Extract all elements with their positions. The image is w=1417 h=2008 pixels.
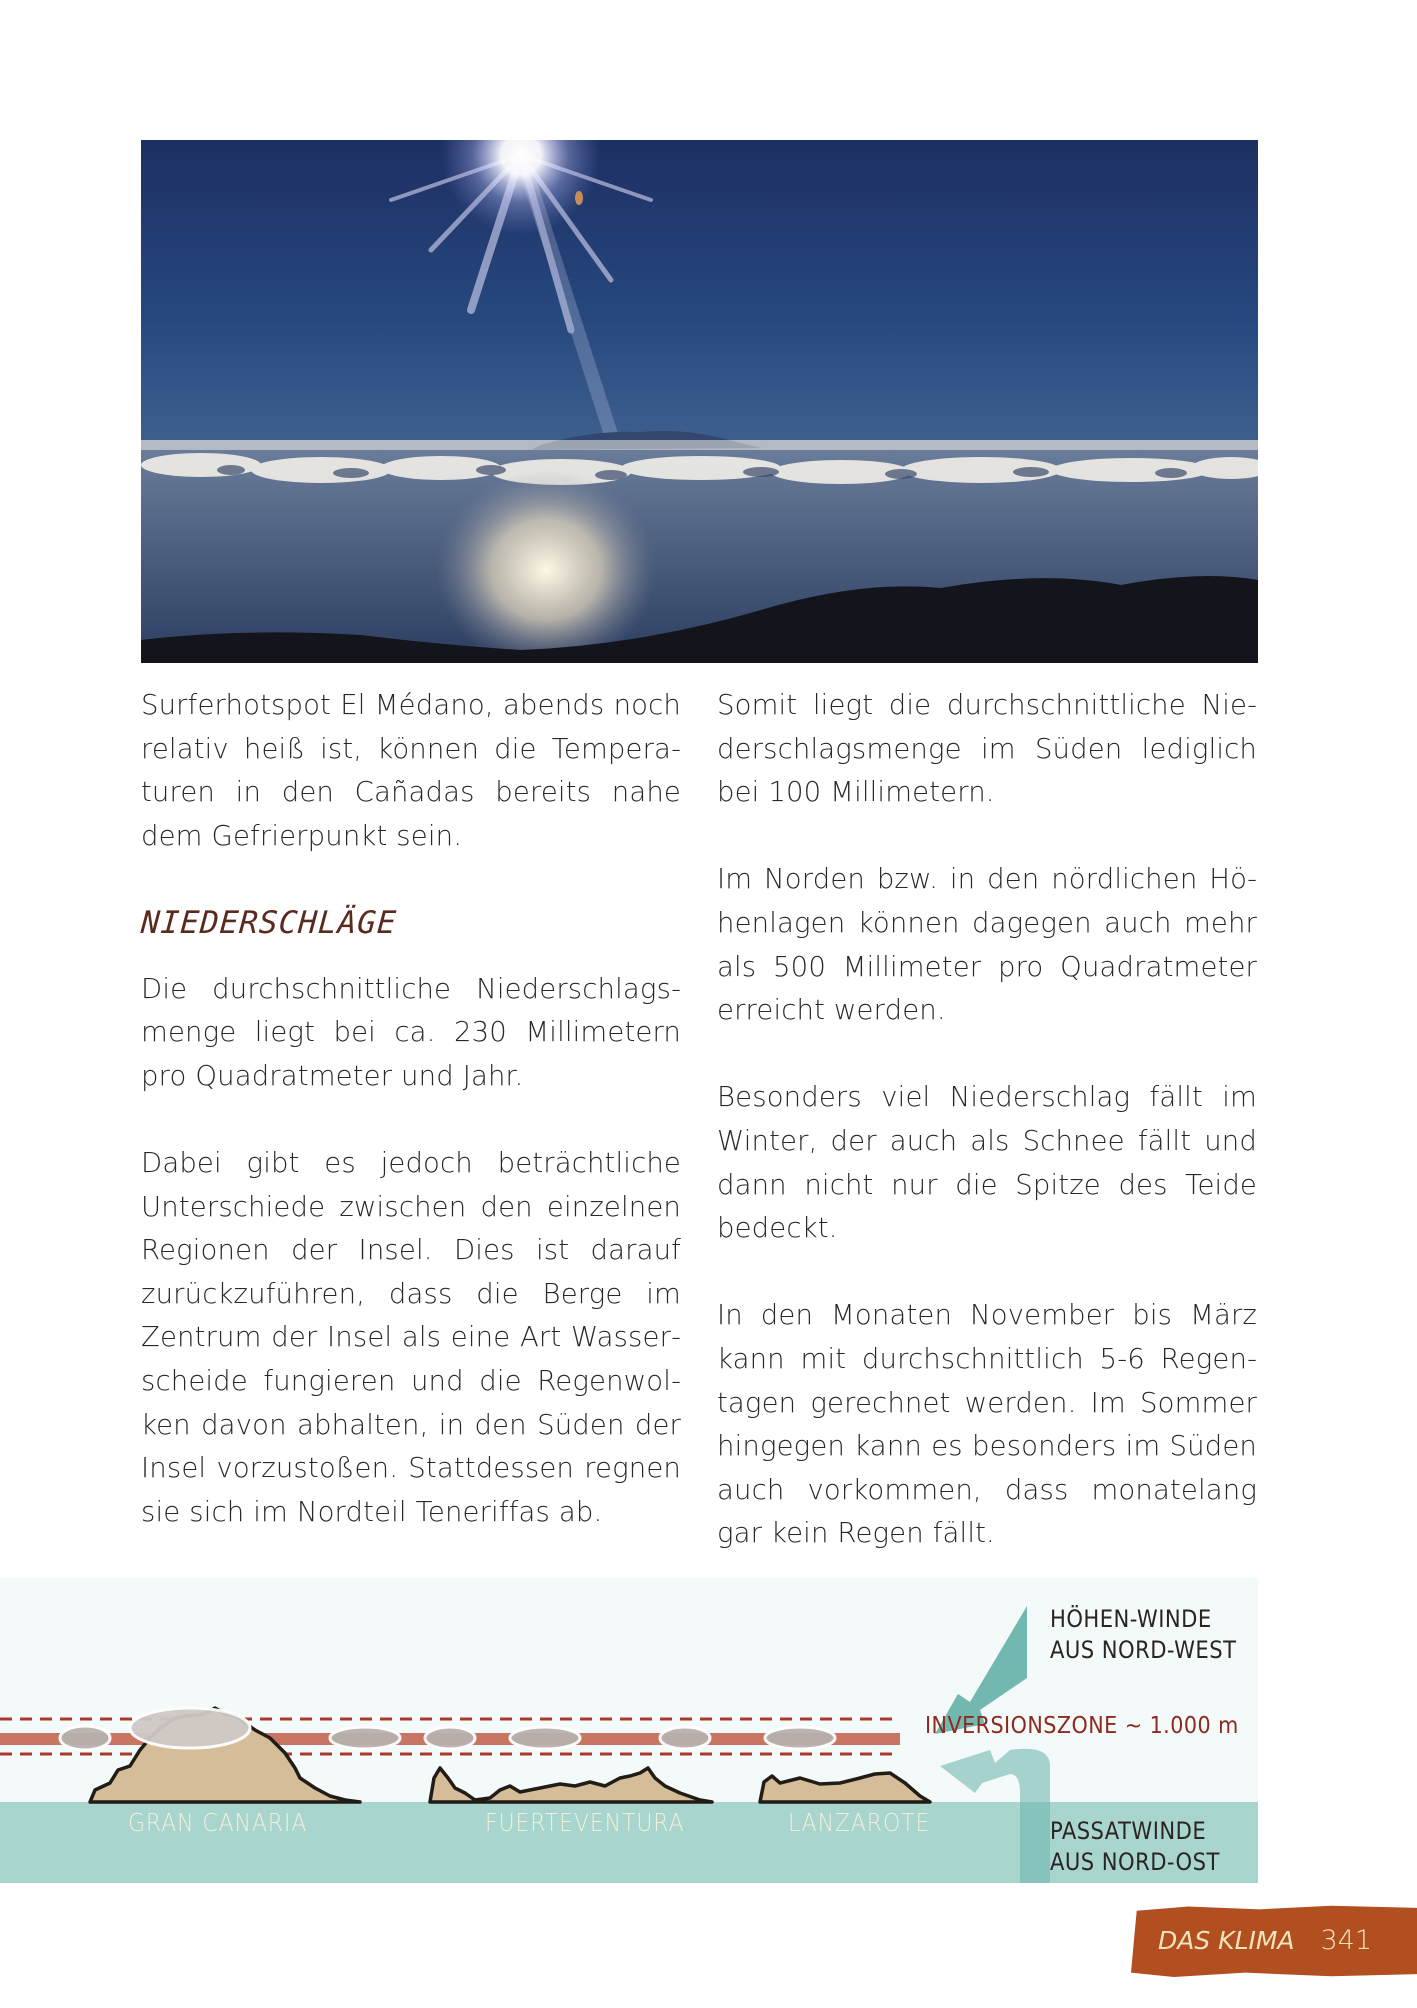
- trade-wind-line-1: PASSATWINDE: [1050, 1817, 1207, 1845]
- right-paragraph-3: Besonders viel Niederschlag fällt im Winter, der auch als Schnee fällt und dann nicht nur die Spitze des Teide bedeckt.: [717, 1081, 1257, 1245]
- photo-sea-of-clouds: [141, 140, 1258, 663]
- page-number: 341: [1320, 1925, 1373, 1956]
- left-paragraph-2: Die durchschnittliche Niederschlagsmenge liegt bei ca. 230 Millimetern pro Quadratmeter und Jahr.: [141, 972, 681, 1092]
- island-lanzarote: [760, 1773, 930, 1802]
- island-fuerteventura: [430, 1768, 712, 1802]
- upper-wind-line-2: AUS NORD-WEST: [1050, 1636, 1237, 1664]
- island-label-fuerteventura: FUERTEVENTURA: [485, 1808, 685, 1837]
- upper-wind-line-1: HÖHEN-WINDE: [1050, 1605, 1212, 1633]
- island-label-lanzarote: LANZAROTE: [788, 1808, 931, 1837]
- right-paragraph-4: In den Monaten November bis März kann mit durchschnittlich 5-6 Regentagen gerechnet werden. Im Sommer hingegen kann es besonders im Süden auch vorkommen, dass monatelang gar kein Regen fällt.: [717, 1299, 1257, 1550]
- island-label-gran-canaria: GRAN CANARIA: [128, 1808, 308, 1837]
- upper-wind-label: [1050, 1604, 1236, 1666]
- inversion-zone-label: INVERSIONSZONE ~ 1.000 m: [925, 1713, 1239, 1739]
- left-paragraph-3: Dabei gibt es jedoch beträchtliche Unterschiede zwischen den einzelnen Regionen der Insel. Dies ist darauf zurückzuführen, dass die Berge im Zentrum der Insel als eine Art Wasserscheide fungieren und die Regenwolken davon abhalten, in den Süden der Insel vorzustoßen. Stattdessen regnen sie sich im Nordteil Teneriffas ab.: [141, 1146, 681, 1528]
- section-heading: NIEDERSCHLÄGE: [139, 904, 398, 941]
- footer: [1158, 1917, 1372, 1965]
- right-paragraph-1: Somit liegt die durchschnittliche Niederschlagsmenge im Süden lediglich bei 100 Millimetern.: [717, 689, 1257, 809]
- photo-illustration: [141, 140, 1258, 663]
- left-column: [141, 684, 681, 1534]
- right-column: [717, 684, 1257, 1556]
- right-paragraph-2: Im Norden bzw. in den nördlichen Höhenlagen können dagegen auch mehr als 500 Millimeter pro Quadratmeter erreicht werden.: [717, 863, 1257, 1027]
- footer-section-title: DAS KLIMA: [1158, 1926, 1295, 1955]
- left-paragraph-1: Surferhotspot El Médano, abends noch relativ heiß ist, können die Temperaturen in den Cañadas bereits nahe dem Gefrierpunkt sein.: [141, 689, 681, 852]
- trade-wind-line-2: AUS NORD-OST: [1050, 1848, 1220, 1876]
- trade-wind-label: [1050, 1816, 1220, 1878]
